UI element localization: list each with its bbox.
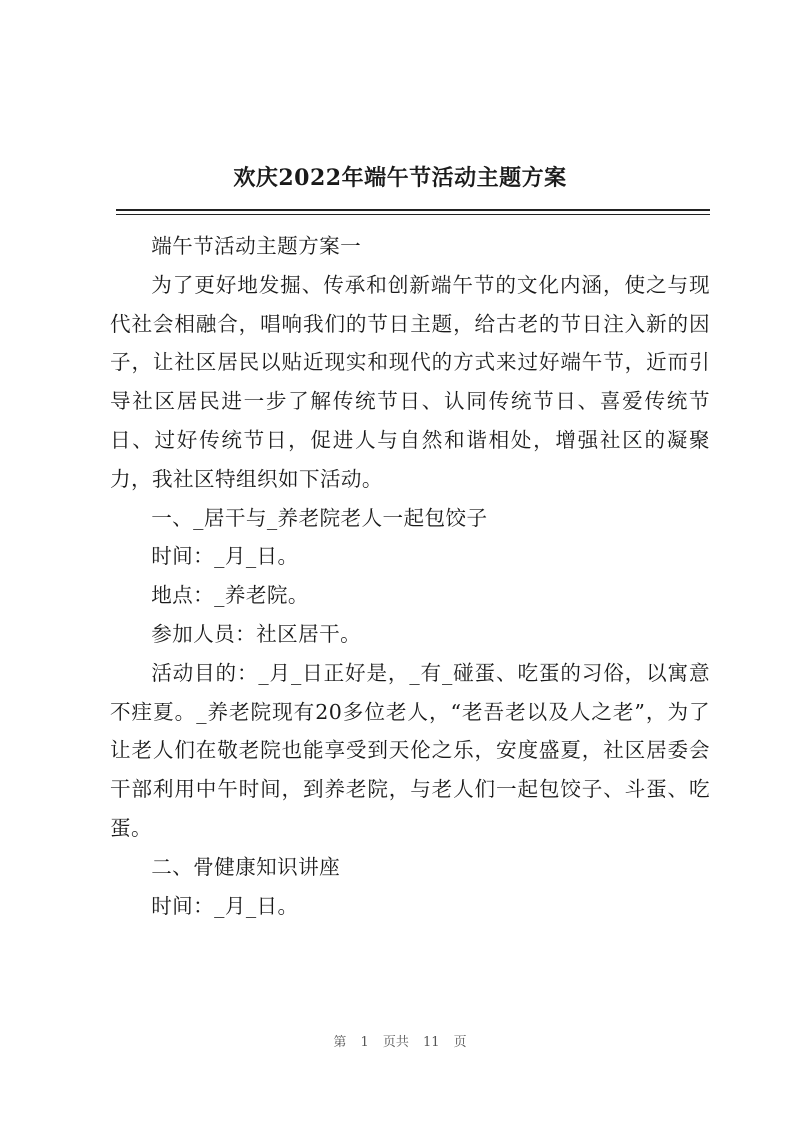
- title-divider-thin: [116, 214, 710, 215]
- intro-paragraph: 为了更好地发掘、传承和创新端午节的文化内涵，使之与现代社会相融合，唱响我们的节日主题，给古老的节日注入新的因子，让社区居民以贴近现实和现代的方式来过好端午节，近而引导社区居民进一步了解传统节日、认同传统节日、喜爱传统节日、过好传统节日，促进人与自然和谐相处，增强社区的凝聚力，我社区特组织如下活动。: [110, 272, 710, 491]
- activity-one-time: 时间：_月_日。: [151, 544, 299, 569]
- activity-one-purpose: 活动目的：_月_日正好是，_有_碰蛋、吃蛋的习俗，以寓意不疰夏。_养老院现有20多位老人，“老吾老以及人之老”，为了让老人们在敬老院也能享受到天伦之乐，安度盛夏，社区居委会干部利用中午时间，到养老院，与老人们一起包饺子、斗蛋、吃蛋。: [110, 660, 710, 840]
- activity-two-time: 时间：_月_日。: [151, 893, 299, 918]
- activity-one-participants: 参加人员：社区居干。: [151, 621, 362, 646]
- document-title: 欢庆2022年端午节活动主题方案: [233, 165, 567, 191]
- activity-one-heading: 一、_居干与_养老院老人一起包饺子: [151, 505, 488, 530]
- page-footer: 第 1 页共 11 页: [333, 1035, 467, 1050]
- activity-one-location: 地点：_养老院。: [151, 583, 309, 608]
- title-divider-thick: [116, 209, 710, 211]
- section-heading: 端午节活动主题方案一: [151, 234, 362, 258]
- activity-two-heading: 二、骨健康知识讲座: [151, 854, 341, 879]
- document-body: [110, 227, 710, 925]
